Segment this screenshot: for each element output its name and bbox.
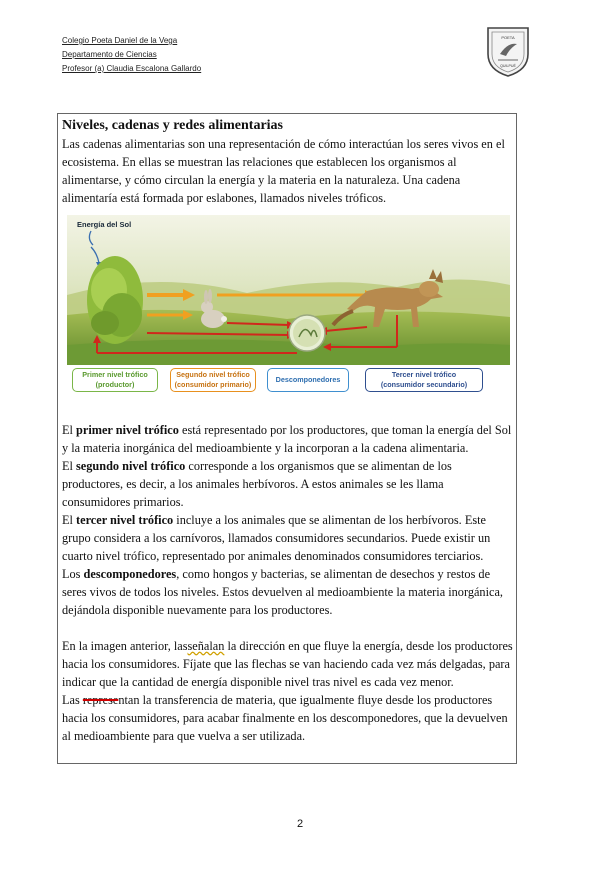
missing-image-strike: represe: [82, 693, 119, 707]
second-level-paragraph: El segundo nivel trófico corresponde a los organismos que se alimentan de los productores, es decir, a los animales herbívoros. A estos animales se les llama consumidores primarios.: [62, 459, 452, 509]
school-seal-icon: [484, 24, 532, 78]
missing-image-underline: señalan: [187, 639, 225, 653]
label-decomposers: Descomponedores: [267, 368, 349, 392]
seal-bottom-text: QUILPUÉ: [500, 64, 516, 68]
third-level-paragraph: El tercer nivel trófico incluye a los animales que se alimentan de los herbívoros. Este grupo considera a los carnívoros, llamados consumidores secundarios. Puede existir un cuarto nivel trófico, representado por animales denominados consumidores terciarios.: [62, 513, 491, 563]
department-name: Departamento de Ciencias: [62, 50, 157, 59]
page-header: [62, 34, 201, 76]
energy-label: Energía del Sol: [77, 220, 132, 229]
school-name: Colegio Poeta Daniel de la Vega: [62, 36, 178, 45]
decomposers-paragraph: Los descomponedores, como hongos y bacterias, se alimentan de desechos y restos de seres vivos de todos los niveles. Estos devuelven al medioambiente la materia inorgánica, dejándola disponible nuevamente para los productores.: [62, 567, 503, 617]
main-content: [62, 117, 514, 745]
food-chain-illustration: [67, 215, 510, 395]
intro-paragraph: Las cadenas alimentarias son una representación de cómo interactúan los seres vivos en el ecosistema. En ellas se muestran las relaciones que establecen los organismos al alimentarse, y cómo circulan la energía y la materia en la naturaleza. Una cadena alimentaría está formada por eslabones, llamados niveles tróficos.: [62, 137, 505, 205]
energy-arrows-paragraph: En la imagen anterior, lasseñalan la dirección en que fluye la energía, desde los productores hacia los consumidores. Fíjate que las flechas se van haciendo cada vez más delgadas, para indicar que la cantidad de energía disponible nivel tras nivel es cada vez menor.: [62, 639, 513, 689]
page-title: Niveles, cadenas y redes alimentarias: [62, 118, 283, 133]
matter-arrows-paragraph: Las representan la transferencia de materia, que igualmente fluye desde los productores hacia los consumidores, para acabar finalmente en los descomponedores, que la devuelven al medioambiente para que vuelva a ser utilizada.: [62, 693, 508, 743]
teacher-name: Profesor (a) Claudia Escalona Gallardo: [62, 64, 202, 73]
label-third-trophic-level: Tercer nivel trófico (consumidor secundario): [365, 368, 483, 392]
label-second-trophic-level: Segundo nivel trófico (consumidor primario): [170, 368, 256, 392]
label-first-trophic-level: Primer nivel trófico (productor): [72, 368, 158, 392]
page-number: 2: [296, 818, 304, 830]
seal-top-text: POETA: [501, 35, 515, 40]
first-level-paragraph: El primer nivel trófico está representado por los productores, que toman la energía del Sol y la materia inorgánica del medioambiente y la incorporan a la cadena alimentaria.: [62, 423, 512, 455]
